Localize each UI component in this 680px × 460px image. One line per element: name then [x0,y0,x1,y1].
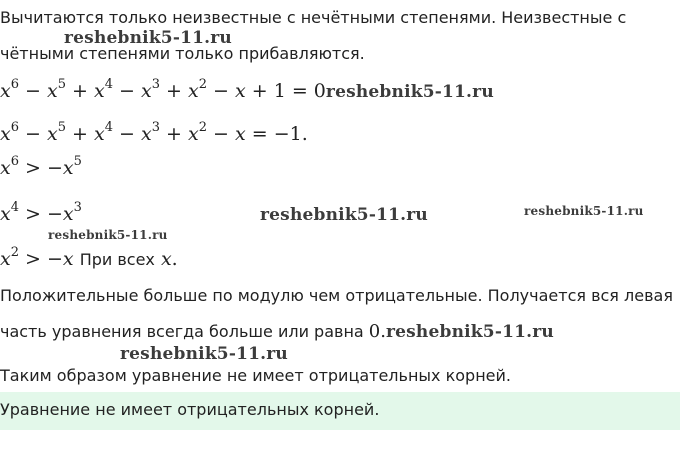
paragraph-2-line-2-text: часть уравнения всегда больше или равна [0,322,364,341]
watermark: reshebnik5-11.ru [48,228,168,242]
equation-1: $x^6 - x^5 + x^4 - x^3 + x^2 - x + 1$ = 0reshebnik5-11.ru [0,77,494,102]
watermark: reshebnik5-11.ru [325,82,494,102]
paragraph-1-line-1: Вычитаются только неизвестные с нечётными степенями. Неизвестные с [0,8,627,27]
zero-value: 0. [368,321,386,342]
watermark: reshebnik5-11.ru [524,204,644,218]
inequality-3: $x^2 > -x$ При всех x. [0,245,178,270]
inequality-1: $x^6 > -x^5$ [0,154,82,179]
paragraph-2-line-1: Положительные больше по модулю чем отрицательные. Получается вся левая [0,286,673,305]
for-all-text: При всех [79,250,155,269]
paragraph-2-line-2 [0,323,554,341]
watermark: reshebnik5-11.ru [64,28,232,48]
watermark: reshebnik5-11.ru [260,205,428,225]
inequality-2: $x^4 > -x^3$ [0,200,82,225]
answer-box [0,392,680,430]
equation-2: $x^6 - x^5 + x^4 - x^3 + x^2 - x = -1$. [0,120,308,145]
paragraph-1-line-2: чётными степенями только прибавляются. [0,44,365,63]
watermark: reshebnik5-11.ru [385,322,554,342]
conclusion-text: Таким образом уравнение не имеет отрицательных корней. [0,366,511,385]
answer-text: Уравнение не имеет отрицательных корней. [0,400,380,419]
watermark: reshebnik5-11.ru [120,344,288,364]
